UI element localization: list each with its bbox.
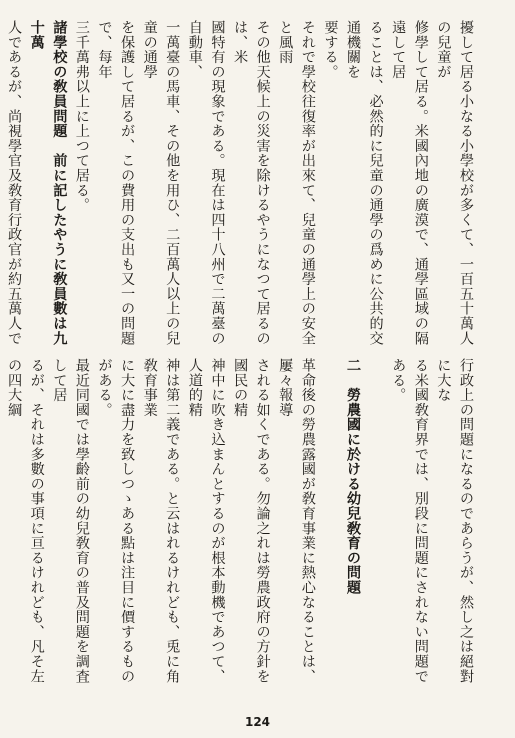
upper-line: それで學校往復率が出來て、兒童の通學上の安全と風雨 [277, 20, 316, 346]
upper-line: 一萬臺の馬車、その他を用ひ、二百萬人以上の兒童の通學 [141, 20, 181, 346]
lower-line: 神中に吹き込まんとするのが根本動機であつて、人道的精 [186, 358, 226, 684]
page-number: 124 [244, 715, 271, 729]
lower-line: 二 勞農國に於ける幼兒敎育の問題 [345, 358, 362, 595]
lower-line [0, 358, 3, 688]
upper-line: 人であるが、尚視學官及敎育行政官が約五萬人で [6, 20, 23, 346]
lower-line: る米國敎育界では、別段に問題にされない問題である。 [390, 358, 429, 684]
upper-line: 要する。 [322, 20, 339, 80]
lower-line [319, 358, 342, 688]
upper-line: を保護して居るが、この費用の支出も又一の問題で、每年 [96, 20, 136, 346]
upper-line: 修學して居る。米國內地の廣漠で、通學區域の隔遠して居 [390, 20, 429, 346]
upper-text-block [6, 20, 477, 348]
lower-line: 革命後の勞農露國が敎育事業に熱心なることは、屢々報導 [277, 358, 316, 684]
lower-line [364, 358, 387, 688]
lower-line: るが、それは多數の事項に亘るけれども、凡そ左の四大綱 [6, 358, 45, 684]
upper-line: その他天候上の災害を除けるやうになつて居るのは、米 [232, 20, 271, 346]
lower-text-block [6, 358, 477, 688]
upper-line: 三千萬弗以上に上つて居る。 [73, 20, 90, 213]
lower-line: 行政上の問題になるのであらうが、然し之は絕對に大な [435, 358, 474, 684]
lower-line: に大に盡力を致しつゝある點は注目に價するものがある。 [96, 358, 136, 684]
lower-line: 神は第二義である。と云はれるけれども、兎に角敎育事業 [141, 358, 181, 684]
upper-line: 擾して居る小なる小學校が多くて、一百五十萬人の兒童が [435, 20, 474, 346]
lower-line: される如くである。勿論之れは勞農政府の方針を國民の精 [232, 358, 271, 684]
upper-line: 諸學校の敎員問題 前に記したやうに敎員數は九十萬 [28, 20, 68, 346]
upper-line: ることは、必然的に兒童の通學の爲めに公共的交通機關を [345, 20, 384, 346]
upper-line: 國特有の現象である。現在は四十八州で二萬臺の自動車、 [186, 20, 226, 346]
lower-line: 最近同國では學齡前の幼兒敎育の普及問題を調査して居 [51, 358, 90, 684]
